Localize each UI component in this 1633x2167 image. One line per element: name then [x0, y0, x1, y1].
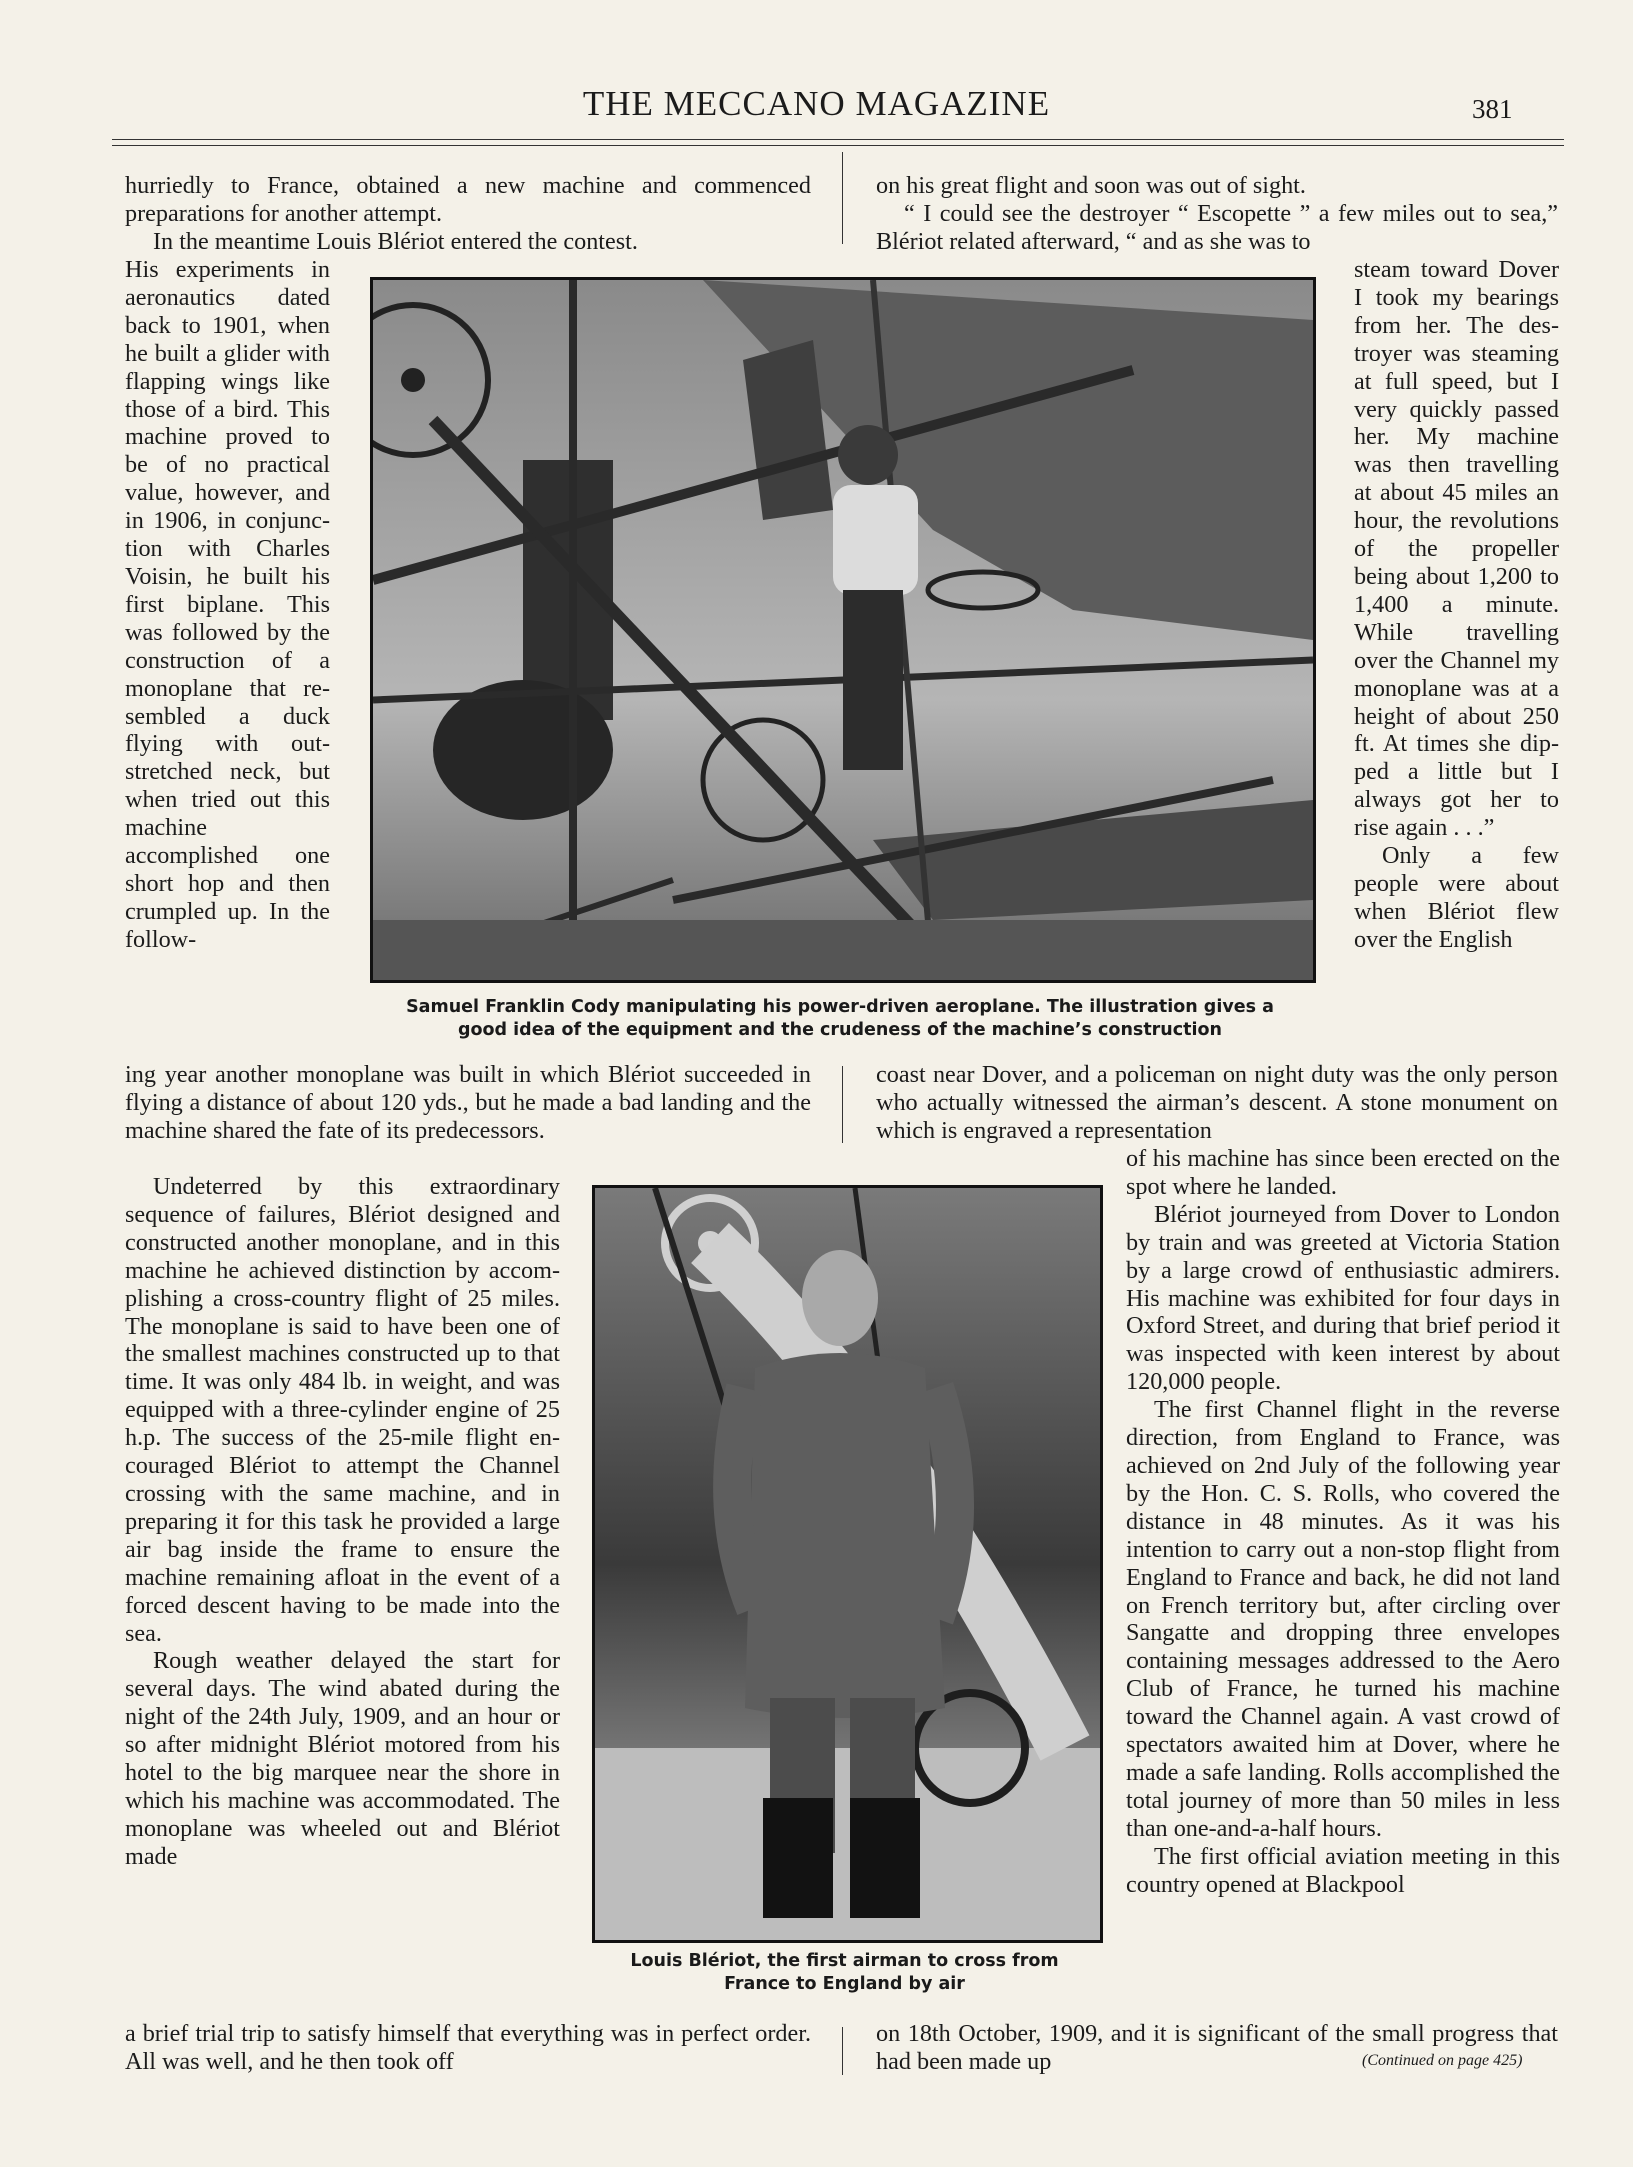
paragraph: The first official aviation meeting in this country opened at Blackpool — [1126, 1842, 1560, 1898]
magazine-title: THE MECCANO MAGAZINE — [582, 84, 1051, 123]
left-column-intro — [125, 172, 811, 256]
caption-line: Samuel Franklin Cody manipulating his power-driven aeroplane. The illustration gives a — [406, 997, 1274, 1017]
paragraph: of his machine has since been erected on the spot where he landed. — [1126, 1145, 1560, 1200]
paragraph: His experiments in aeronautics dated back to 1901, when he built a glider with flapping wings like those of a bird. This machine proved to be of no practical value, however, and in 1906, in conjunction with Charles Voisin, he built his first biplane. This was followed by the construction of a monoplane that resembled a duck flying with outstretched neck, but when tried out this machine accomplished one short hop and then crumpled up. In the follow- — [125, 256, 330, 953]
right-narrow-column — [1354, 256, 1559, 954]
aviator-portrait-photo-icon — [595, 1188, 1100, 1940]
header-rule-double — [112, 145, 1564, 146]
paragraph: Undeterred by this extraordinary sequence of failures, Blériot designed and constructed another monoplane, and in this machine he achieved distinction by accomplishing a cross-country flight of 25 miles. The monoplane is said to have been one of the smallest machines constructed up to that time. It was only 484 lb. in weight, and was equipped with a three-cylinder engine of 25 h.p. The success of the 25-mile flight encouraged Blériot to attempt the Channel crossing with the same machine, and in preparing it for this task he provided a large air bag inside the frame to ensure the machine remaining afloat in the event of a forced descent having to be made into the sea. — [125, 1173, 560, 1647]
paragraph: on his great flight and soon was out of sight. — [876, 172, 1306, 199]
paragraph: steam toward Dover I took my bearings from her. The destroyer was steaming at full speed, but I very quickly passed her. My machine was then travelling at about 45 miles an hour, the revolutions of the propeller being about 1,200 to 1,400 a minute. While travelling over the Channel my monoplane was at a height of about 250 ft. At times she dipped a little but I always got her to rise again . . .” — [1354, 256, 1559, 842]
left-column-middle — [125, 1061, 811, 1145]
paragraph: Only a few people were about when Blériot flew over the English — [1354, 842, 1559, 953]
paragraph: In the meantime Louis Blériot entered the contest. — [153, 227, 638, 255]
bleriot-photo-caption — [592, 1950, 1097, 1996]
cody-aeroplane-photo — [370, 277, 1316, 983]
paragraph: “ I could see the destroyer “ Escopette ” a few miles out to sea,” Blériot related afterward, “ and as she was to — [876, 199, 1558, 255]
paragraph: hurriedly to France, obtained a new machine and commenced preparations for another attempt. — [125, 172, 811, 227]
paragraph: Blériot journeyed from Dover to London by train and was greeted at Victoria Station by a large crowd of enthusiastic admirers. His machine was exhibited for four days in Oxford Street, and during that brief period it was inspected with keen interest by about 120,000 people. — [1126, 1200, 1560, 1396]
caption-line: Louis Blériot, the first airman to cross from — [630, 1951, 1059, 1971]
caption-line: good idea of the equipment and the crudeness of the machine’s construction — [457, 1020, 1222, 1040]
column-divider-middle — [842, 1066, 843, 1143]
right-column-intro — [876, 172, 1558, 256]
column-divider-top — [842, 152, 843, 244]
column-divider-bottom — [842, 2027, 843, 2075]
page-number: 381 — [1472, 94, 1513, 124]
continued-note: (Continued on page 425) — [1362, 2052, 1523, 2069]
cody-photo-caption — [370, 996, 1310, 1042]
caption-line: France to England by air — [724, 1974, 965, 1994]
bleriot-portrait-photo — [592, 1185, 1103, 1943]
header-rule — [112, 139, 1564, 140]
right-column-lower — [1126, 1145, 1560, 1898]
left-column-lower — [125, 1173, 560, 1871]
paragraph: a brief trial trip to satisfy himself that everything was in perfect order. All was well, and he then took off — [125, 2020, 811, 2075]
paragraph: The first Channel flight in the reverse direction, from England to France, was achieved on 2nd July of the following year by the Hon. C. S. Rolls, who covered the distance in 48 minutes. As it was his intention to carry out a non-stop flight from England to France and back, he did not land on French territory but, after circling over Sangatte and dropping three envelopes containing messages addressed to the Aero Club of France, he turned his machine toward the Channel again. A vast crowd of spectators awaited him at Dover, where he made a safe landing. Rolls accomplished the total journey of more than 50 miles in less than one-and-a-half hours. — [1126, 1396, 1560, 1842]
left-column-bottom — [125, 2020, 811, 2076]
paragraph: on 18th October, 1909, and it is significant of the small progress that had been made up — [876, 2020, 1558, 2075]
left-narrow-column — [125, 256, 330, 954]
biplane-pilot-photo-icon — [373, 280, 1313, 980]
paragraph: ing year another monoplane was built in which Blériot succeeded in flying a distance of about 120 yds., but he made a bad landing and the machine shared the fate of its predecessors. — [125, 1061, 811, 1144]
right-column-middle — [876, 1061, 1558, 1145]
paragraph: Rough weather delayed the start for several days. The wind abated during the night of the 24th July, 1909, and an hour or so after midnight Blériot motored from his hotel to the big marquee near the shore in which his machine was accommodated. The monoplane was wheeled out and Blériot made — [125, 1647, 560, 1870]
paragraph: coast near Dover, and a policeman on night duty was the only person who actually witnessed the airman’s descent. A stone monument on which is engraved a representation — [876, 1061, 1558, 1144]
